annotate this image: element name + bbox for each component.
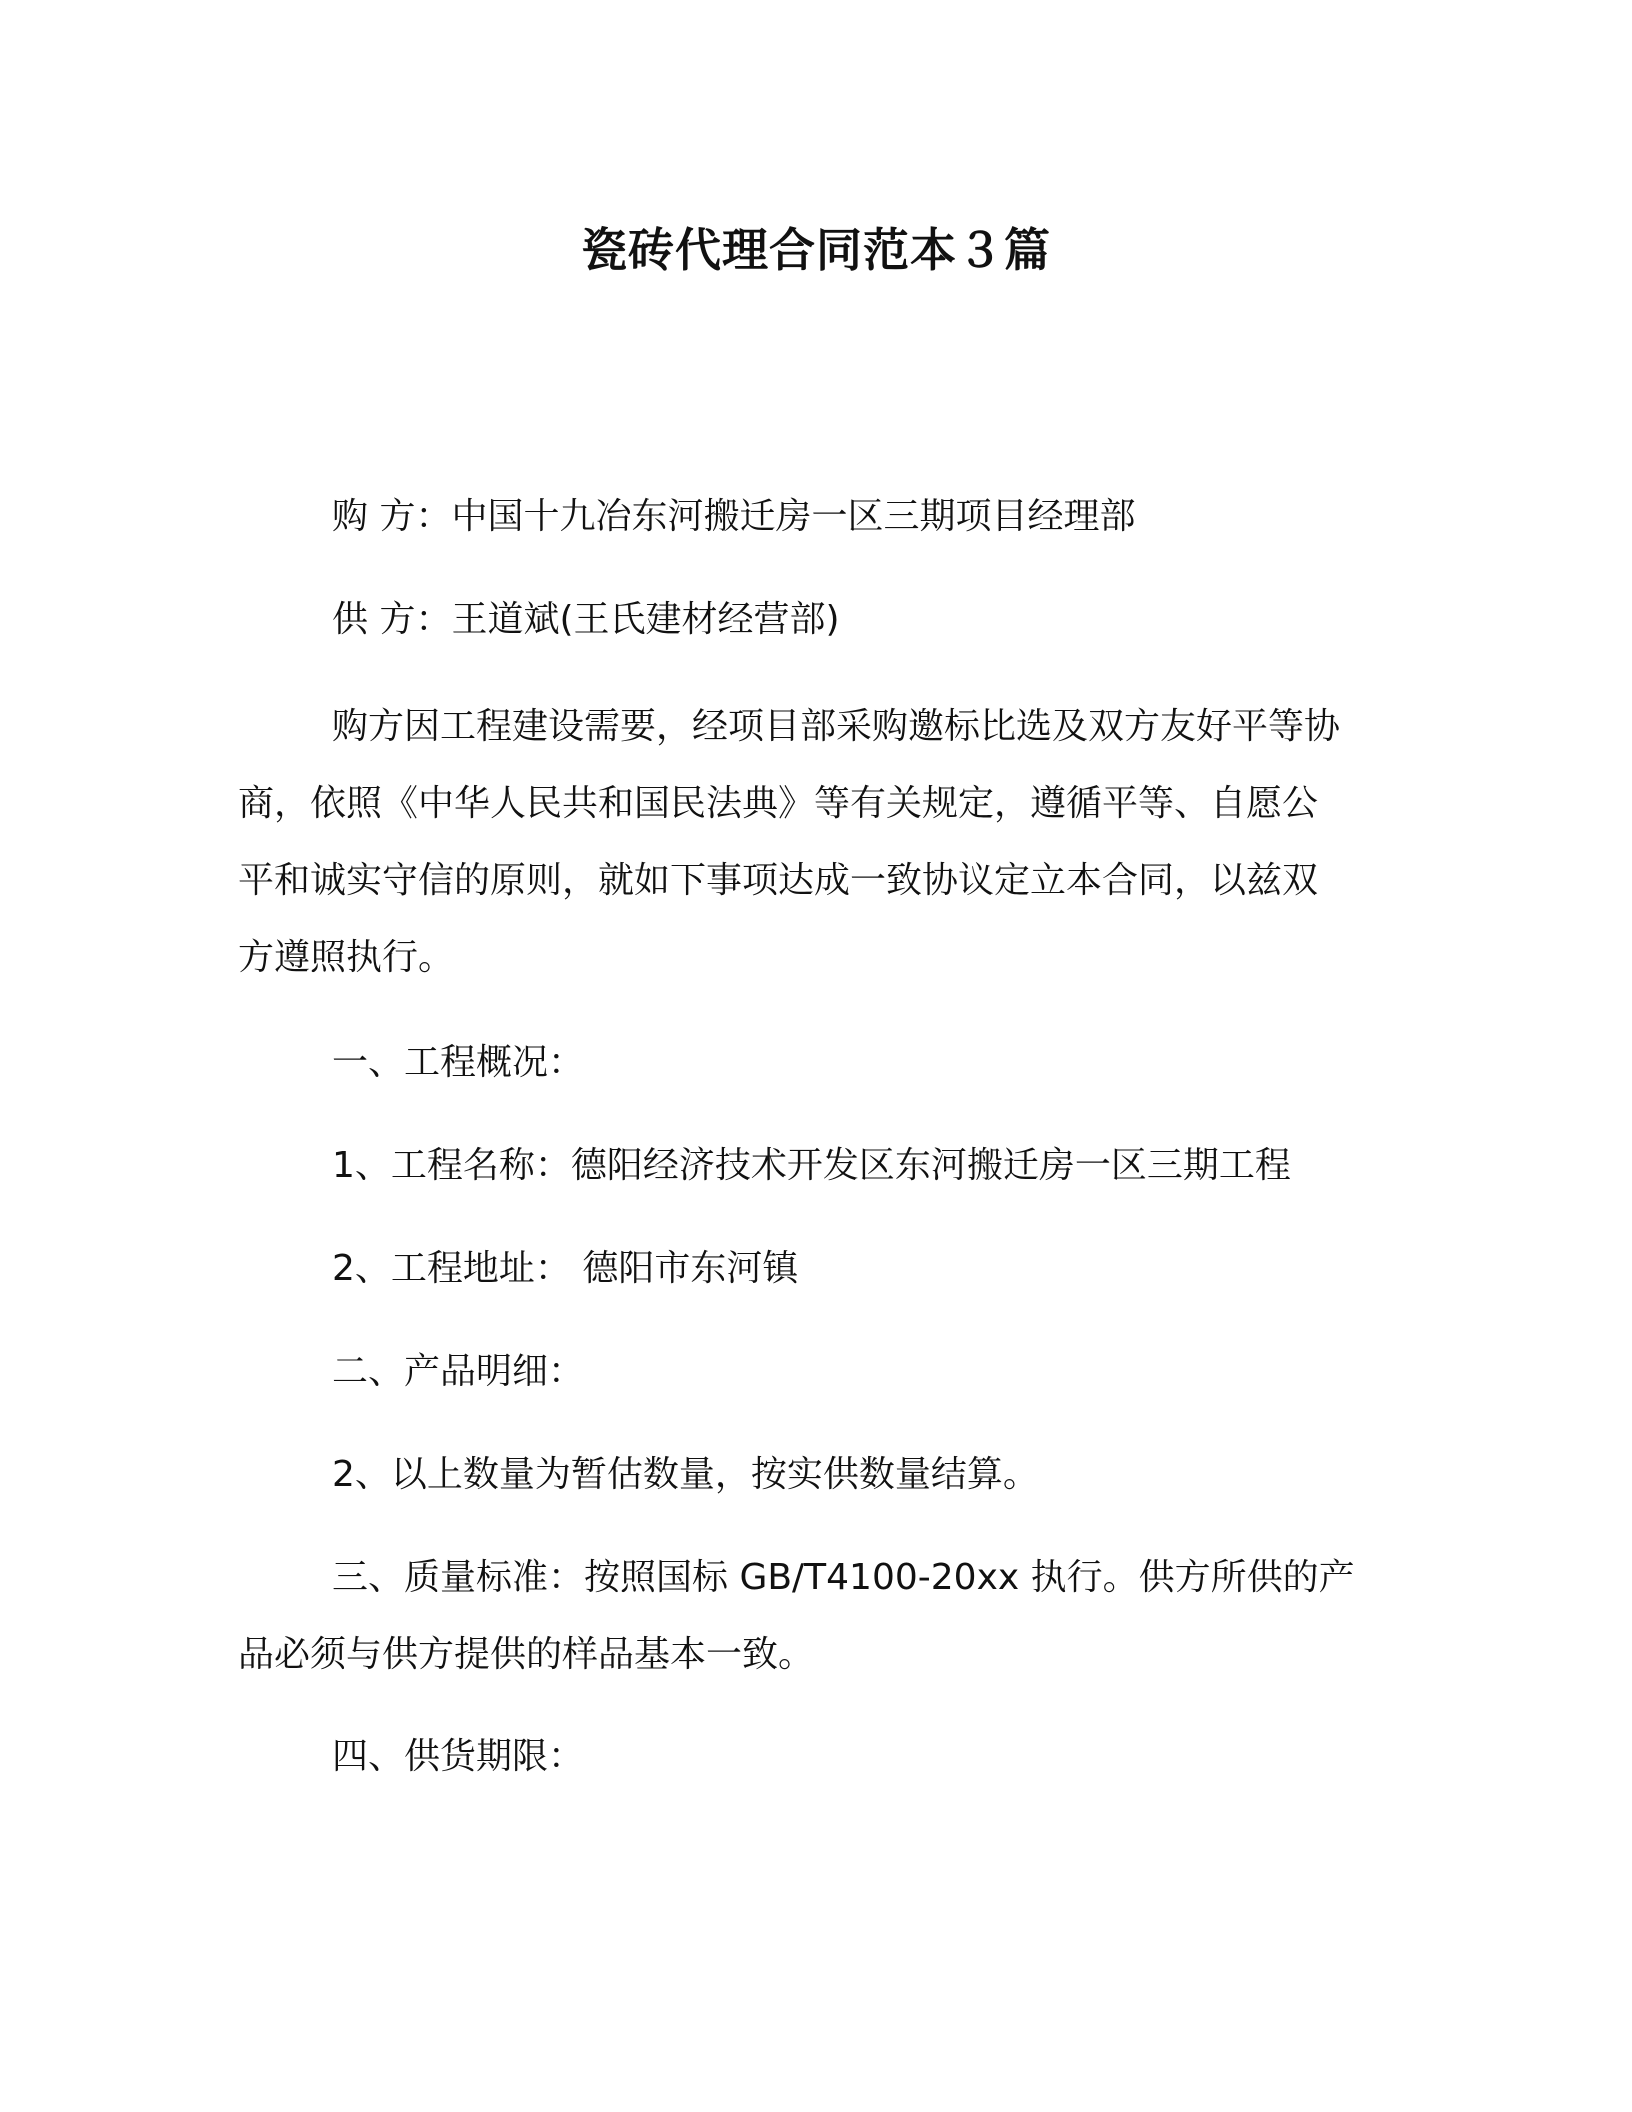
buyer-line: 购 方：中国十九冶东河搬迁房一区三期项目经理部 bbox=[332, 496, 1136, 537]
intro-line-3: 平和诚实守信的原则，就如下事项达成一致协议定立本合同，以兹双 bbox=[238, 860, 1319, 901]
section-3-line-2: 品必须与供方提供的样品基本一致。 bbox=[238, 1634, 815, 1675]
supplier-line: 供 方：王道斌(王氏建材经营部) bbox=[332, 599, 840, 640]
section-3-paragraph bbox=[238, 1539, 1394, 1693]
section-3-line-1: 三、质量标准：按照国标 GB/T4100-20xx 执行。供方所供的产 bbox=[332, 1557, 1355, 1598]
project-name-line: 1、工程名称：德阳经济技术开发区东河搬迁房一区三期工程 bbox=[332, 1145, 1291, 1186]
document-title: 瓷砖代理合同范本３篇 bbox=[581, 223, 1051, 277]
section-4-heading: 四、供货期限： bbox=[332, 1736, 585, 1777]
section-2-heading: 二、产品明细： bbox=[332, 1351, 585, 1392]
project-address-line: 2、工程地址： 德阳市东河镇 bbox=[332, 1248, 799, 1289]
quantity-note-line: 2、以上数量为暂估数量，按实供数量结算。 bbox=[332, 1454, 1039, 1495]
intro-line-1: 购方因工程建设需要，经项目部采购邀标比选及双方友好平等协 bbox=[332, 706, 1341, 747]
intro-paragraph bbox=[238, 688, 1394, 996]
section-1-heading: 一、工程概况： bbox=[332, 1042, 585, 1083]
intro-line-4: 方遵照执行。 bbox=[238, 937, 455, 978]
intro-line-2: 商，依照《中华人民共和国民法典》等有关规定，遵循平等、自愿公 bbox=[238, 783, 1319, 824]
